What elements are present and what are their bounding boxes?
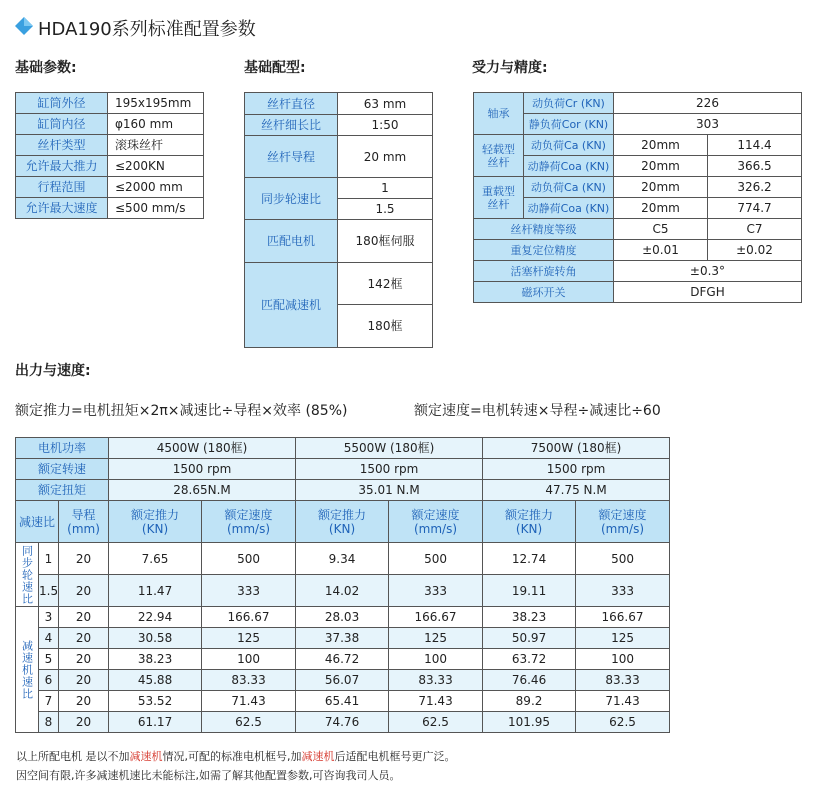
force-cell: 38.23 [109,649,202,670]
force-col-header: 额定推力 (KN) [109,501,202,543]
repeat-a: ±0.01 [614,240,708,261]
output-heading: 出力与速度: [15,363,91,379]
light-coa-b: 366.5 [708,156,802,177]
speed-cell: 166.67 [202,607,296,628]
ratio-cell: 3 [39,607,59,628]
table-row [16,198,204,219]
basic-config-heading: 基础配型: [244,60,306,76]
motor-torque: 28.65N.M [109,480,296,501]
table-row [16,670,670,691]
lead-col-header: 导程 (mm) [59,501,109,543]
bearing-label: 轴承 [474,93,524,135]
note-highlight-2: 减速机 [301,750,335,763]
table-header-row [16,501,670,543]
sta-cor-value: 303 [614,114,802,135]
basic-params-heading: 基础参数: [15,60,77,76]
param-value: ≤2000 mm [108,177,204,198]
sta-cor-label: 静负荷Cor (KN) [524,114,614,135]
grade-label: 丝杆精度等级 [474,219,614,240]
reducer-group-label [16,607,39,733]
param-value: ≤200KN [108,156,204,177]
param-label: 丝杆类型 [16,135,108,156]
force-cell: 50.97 [483,628,576,649]
reducer-value-2: 180框 [338,305,433,348]
param-label: 允许最大推力 [16,156,108,177]
heavy-ca-b: 326.2 [708,177,802,198]
table-row [16,480,670,501]
speed-cell: 500 [389,543,483,575]
table-row [16,691,670,712]
pulley-value-1: 1 [338,178,433,199]
grade-b: C7 [708,219,802,240]
note-highlight-1: 减速机 [129,750,163,763]
speed-cell: 500 [576,543,670,575]
force-cell: 37.38 [296,628,389,649]
lead-label: 丝杆导程 [245,136,338,178]
motor-rpm: 1500 rpm [483,459,670,480]
ratio-value: 1:50 [338,115,433,136]
pulley-value-2: 1.5 [338,199,433,220]
heavy-coa-label: 动静荷Coa (KN) [524,198,614,219]
speed-cell: 100 [202,649,296,670]
speed-cell: 71.43 [576,691,670,712]
speed-cell: 83.33 [576,670,670,691]
force-cell: 74.76 [296,712,389,733]
force-cell: 14.02 [296,575,389,607]
speed-cell: 71.43 [202,691,296,712]
heavy-ca-label: 动负荷Ca (KN) [524,177,614,198]
speed-cell: 71.43 [389,691,483,712]
screw-dia-label: 丝杆直径 [245,93,338,115]
rotation-label: 活塞杆旋转角 [474,261,614,282]
heavy-coa-b: 774.7 [708,198,802,219]
speed-cell: 125 [202,628,296,649]
param-label: 允许最大速度 [16,198,108,219]
ratio-label: 丝杆细长比 [245,115,338,136]
param-label: 行程范围 [16,177,108,198]
table-row [16,438,670,459]
force-cell: 76.46 [483,670,576,691]
speed-cell: 333 [202,575,296,607]
speed-cell: 333 [576,575,670,607]
rated-torque-label: 额定扭矩 [16,480,109,501]
speed-cell: 500 [202,543,296,575]
lead-cell: 20 [59,691,109,712]
ratio-cell: 6 [39,670,59,691]
speed-cell: 125 [389,628,483,649]
ratio-cell: 1 [39,543,59,575]
dyn-cr-label: 动负荷Cr (KN) [524,93,614,114]
force-cell: 45.88 [109,670,202,691]
speed-cell: 125 [576,628,670,649]
force-cell: 11.47 [109,575,202,607]
pulley-group-text: 同步轮速比 [20,544,34,605]
force-cell: 9.34 [296,543,389,575]
table-row [16,628,670,649]
force-cell: 89.2 [483,691,576,712]
repeat-label: 重复定位精度 [474,240,614,261]
lead-cell: 20 [59,649,109,670]
formula-force: 额定推力=电机扭矩×2π×减速比÷导程×效率 (85%) [15,403,348,419]
note-line-1 [16,748,456,764]
motor-rpm: 1500 rpm [296,459,483,480]
force-cell: 12.74 [483,543,576,575]
speed-cell: 62.5 [202,712,296,733]
speed-cell: 83.33 [389,670,483,691]
lead-cell: 20 [59,628,109,649]
speed-cell: 100 [389,649,483,670]
pulley-group-label [16,543,39,607]
note-text-c: 后适配电机框号更广泛。 [334,750,456,763]
param-label: 缸筒外径 [16,93,108,114]
force-precision-heading: 受力与精度: [472,60,548,76]
table-row [16,575,670,607]
reducer-value-1: 142框 [338,263,433,305]
table-row [16,712,670,733]
grade-a: C5 [614,219,708,240]
force-cell: 38.23 [483,607,576,628]
lead-cell: 20 [59,607,109,628]
reducer-label: 匹配减速机 [245,263,338,348]
param-value: ≤500 mm/s [108,198,204,219]
force-cell: 63.72 [483,649,576,670]
force-cell: 101.95 [483,712,576,733]
table-row [16,607,670,628]
speed-col-header: 额定速度 (mm/s) [389,501,483,543]
motor-label: 匹配电机 [245,220,338,263]
force-cell: 65.41 [296,691,389,712]
force-cell: 22.94 [109,607,202,628]
speed-cell: 83.33 [202,670,296,691]
rated-speed-label: 额定转速 [16,459,109,480]
note-text-b: 情况,可配的标准电机框号,加 [162,750,302,763]
speed-cell: 62.5 [576,712,670,733]
table-row [16,543,670,575]
light-coa-label: 动静荷Coa (KN) [524,156,614,177]
table-row [16,114,204,135]
param-label: 缸筒内径 [16,114,108,135]
heavy-ca-a: 20mm [614,177,708,198]
force-col-header: 额定推力 (KN) [296,501,389,543]
repeat-b: ±0.02 [708,240,802,261]
force-cell: 19.11 [483,575,576,607]
ratio-cell: 5 [39,649,59,670]
speed-cell: 100 [576,649,670,670]
table-row [16,156,204,177]
rotation-value: ±0.3° [614,261,802,282]
diamond-icon [15,17,33,35]
table-row [16,177,204,198]
lead-cell: 20 [59,575,109,607]
force-precision-table [473,92,802,303]
motor-value: 180框伺服 [338,220,433,263]
basic-params-table [15,92,204,219]
ratio-col-header: 减速比 [16,501,59,543]
heavy-screw-label: 重载型 丝杆 [474,177,524,219]
force-cell: 56.07 [296,670,389,691]
screw-dia-value: 63 mm [338,93,433,115]
speed-col-header: 额定速度 (mm/s) [202,501,296,543]
table-row [16,93,204,114]
lead-cell: 20 [59,543,109,575]
ratio-cell: 1.5 [39,575,59,607]
force-cell: 61.17 [109,712,202,733]
param-value: 195x195mm [108,93,204,114]
ratio-cell: 7 [39,691,59,712]
output-table [15,437,670,733]
ratio-cell: 4 [39,628,59,649]
force-cell: 46.72 [296,649,389,670]
force-col-header: 额定推力 (KN) [483,501,576,543]
speed-col-header: 额定速度 (mm/s) [576,501,670,543]
formula-speed: 额定速度=电机转速×导程÷减速比÷60 [414,403,661,419]
note-line-2: 因空间有限,许多减速机速比未能标注,如需了解其他配置参数,可咨询我司人员。 [16,769,401,782]
motor-power: 4500W (180框) [109,438,296,459]
light-ca-label: 动负荷Ca (KN) [524,135,614,156]
table-row [16,649,670,670]
magnet-value: DFGH [614,282,802,303]
lead-cell: 20 [59,670,109,691]
dyn-cr-value: 226 [614,93,802,114]
reducer-group-text: 减速机速比 [20,639,34,700]
pulley-label: 同步轮速比 [245,178,338,220]
page-title: HDA190系列标准配置参数 [38,19,256,40]
note-text-a: 以上所配电机 是以不加 [16,750,130,763]
heavy-coa-a: 20mm [614,198,708,219]
speed-cell: 166.67 [576,607,670,628]
light-coa-a: 20mm [614,156,708,177]
force-cell: 28.03 [296,607,389,628]
motor-power: 5500W (180框) [296,438,483,459]
force-cell: 7.65 [109,543,202,575]
motor-power: 7500W (180框) [483,438,670,459]
motor-torque: 47.75 N.M [483,480,670,501]
force-cell: 30.58 [109,628,202,649]
light-ca-b: 114.4 [708,135,802,156]
basic-config-table [244,92,433,348]
param-value: φ160 mm [108,114,204,135]
table-row [16,135,204,156]
light-ca-a: 20mm [614,135,708,156]
motor-power-label: 电机功率 [16,438,109,459]
param-value: 滚珠丝杆 [108,135,204,156]
force-cell: 53.52 [109,691,202,712]
light-screw-label: 轻载型 丝杆 [474,135,524,177]
ratio-cell: 8 [39,712,59,733]
table-row [16,459,670,480]
magnet-label: 磁环开关 [474,282,614,303]
motor-rpm: 1500 rpm [109,459,296,480]
lead-value: 20 mm [338,136,433,178]
speed-cell: 333 [389,575,483,607]
motor-torque: 35.01 N.M [296,480,483,501]
lead-cell: 20 [59,712,109,733]
speed-cell: 166.67 [389,607,483,628]
speed-cell: 62.5 [389,712,483,733]
